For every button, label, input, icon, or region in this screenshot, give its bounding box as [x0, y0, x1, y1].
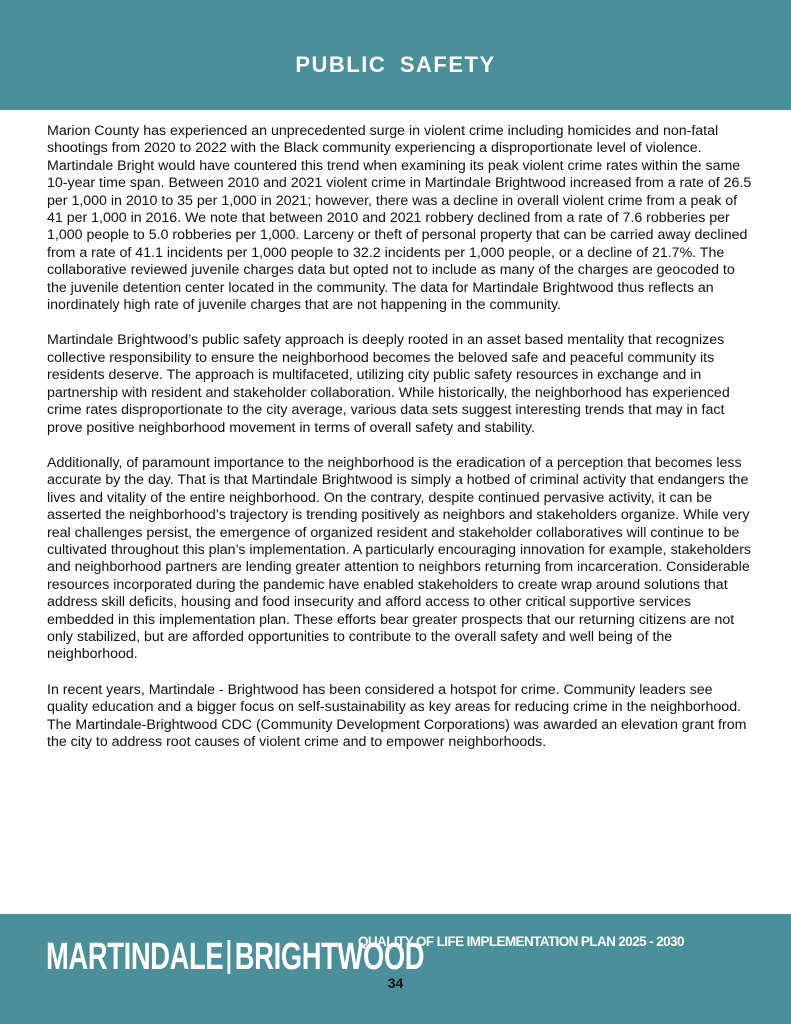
- logo-word-left: MARTINDALE: [46, 935, 224, 978]
- paragraph-4: In recent years, Martindale - Brightwood has been considered a hotspot for crime. Community leaders see quality education and a bigger focus on self-sustainability as key areas for reducing crime in the neighborhood. The Martindale-Brightwood CDC (Community Development Corporations) was awarded an elevation grant from the city to address root causes of violent crime and to empower neighborhoods.: [47, 681, 747, 750]
- body-text: [47, 123, 753, 769]
- paragraph-2: Martindale Brightwood’s public safety approach is deeply rooted in an asset based mentality that recognizes collective responsibility to ensure the neighborhood becomes the beloved safe and peaceful community its residents deserve. The approach is multifaceted, utilizing city public safety resources in exchange and in partnership with resident and stakeholder collaboration. While historically, the neighborhood has experienced crime rates disproportionate to the city average, various data sets suggest interesting trends that may in fact prove positive neighborhood movement in terms of overall safety and stability.: [47, 332, 730, 436]
- plan-tagline: QUALITY OF LIFE IMPLEMENTATION PLAN 2025 - 2030: [358, 934, 684, 949]
- logo-divider: [228, 940, 231, 974]
- header-band: [0, 0, 791, 110]
- paragraph-3: Additionally, of paramount importance to the neighborhood is the eradication of a perception that becomes less accurate by the day. That is that Martindale Brightwood is simply a hotbed of criminal activity that endangers the lives and vitality of the entire neighborhood. On the contrary, despite continued pervasive activity, it can be asserted the neighborhood’s trajectory is trending positively as neighbors and stakeholders organize. While very real challenges persist, the emergence of organized resident and stakeholder collaboratives will continue to be cultivated throughout this plan’s implementation. A particularly encouraging innovation for example, stakeholders and neighborhood partners are lending greater attention to neighbors returning from incarceration. Considerable resources incorporated during the pandemic have enabled stakeholders to create wrap around solutions that address skill deficits, housing and food insecurity and afford access to other critical supportive services embedded in this implementation plan. These efforts bear greater prospects that our returning citizens are not only stabilized, but are afforded opportunities to contribute to the overall safety and well being of the neighborhood.: [47, 454, 752, 663]
- page-title: PUBLIC SAFETY: [295, 52, 496, 77]
- page-number: 34: [387, 975, 404, 991]
- logo-word-right: BRIGHTWOOD: [234, 935, 425, 978]
- paragraph-1: Marion County has experienced an unprecedented surge in violent crime including homicides and non-fatal shootings from 2020 to 2022 with the Black community experiencing a disproportionate level of violence. Martindale Bright would have countered this trend when examining its peak violent crime rates within the same 10-year time span. Between 2010 and 2021 violent crime in Martindale Brightwood increased from a rate of 26.5 per 1,000 in 2010 to 35 per 1,000 in 2021; however, there was a decline in overall violent crime from a peak of 41 per 1,000 in 2016. We note that between 2010 and 2021 robbery declined from a rate of 7.6 robberies per 1,000 people to 5.0 robberies per 1,000. Larceny or theft of personal property that can be carried away declined from a rate of 41.1 incidents per 1,000 people to 32.2 incidents per 1,000 people, or a decline of 21.7%. The collaborative reviewed juvenile charges data but opted not to include as many of the charges are geocoded to the juvenile detention center located in the community. The data for Martindale Brightwood thus reflects an inordinately high rate of juvenile charges that are not happening in the community.: [47, 123, 752, 314]
